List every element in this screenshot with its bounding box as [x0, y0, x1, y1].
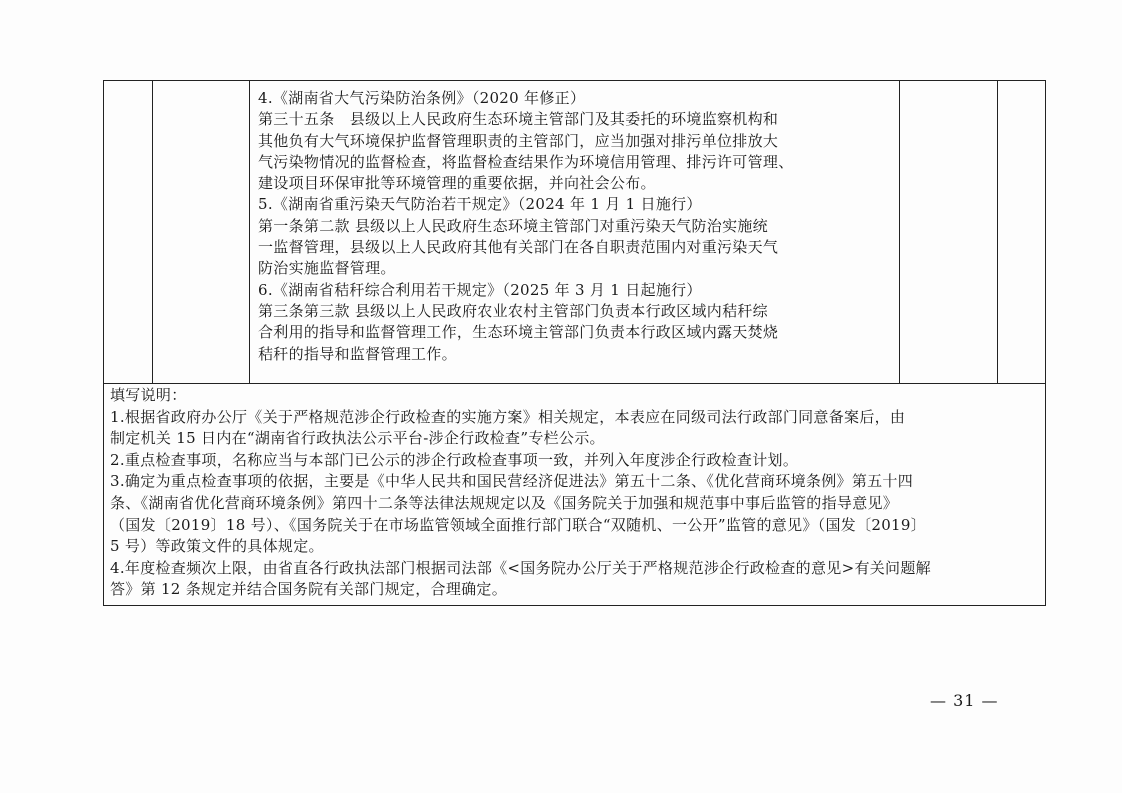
table-row: [104, 384, 1046, 606]
notes-line: 5 号）等政策文件的具体规定。: [110, 537, 324, 556]
law-text-line: 秸秆的指导和监督管理工作。: [258, 344, 457, 363]
law-title: 5.《湖南省重污染天气防治若干规定》（2024 年 1 月 1 日施行）: [258, 195, 702, 214]
notes-line: 1.根据省政府办公厅《关于严格规范涉企行政检查的实施方案》相关规定，本表应在同级司法行政部门同意备案后，由: [110, 407, 906, 426]
notes-line: 条、《湖南省优化营商环境条例》第四十二条等法律法规规定以及《国务院关于加强和规范事中事后监管的指导意见》: [110, 493, 899, 512]
law-text-line: 气污染物情况的监督检查，将监督检查结果作为环境信用管理、排污许可管理、: [258, 152, 794, 171]
table-row: [104, 81, 1046, 384]
law-text-line: 一监督管理，县级以上人民政府其他有关部门在各自职责范围内对重污染天气: [258, 238, 779, 257]
law-text-line: 第三十五条 县级以上人民政府生态环境主管部门及其委托的环境监察机构和: [258, 110, 779, 129]
law-text-line: 建设项目环保审批等环境管理的重要依据，并向社会公布。: [258, 174, 656, 193]
law-text-line: 第一条第二款 县级以上人民政府生态环境主管部门对重污染天气防治实施统: [258, 216, 768, 235]
notes-line: （国发〔2019〕18 号）、《国务院关于在市场监管领域全面推行部门联合“双随机、一公开”监管的意见》（国发〔2019〕: [110, 515, 927, 534]
blank-cell-1: [104, 81, 153, 384]
blank-cell-5: [998, 81, 1046, 384]
notes-heading: 填写说明：: [110, 386, 187, 404]
law-item-4: [258, 88, 893, 194]
law-title: 4.《湖南省大气污染防治条例》（2020 年修正）: [258, 89, 586, 107]
page-number: — 31 —: [930, 691, 999, 710]
notes-line: 制定机关 15 日内在“湖南省行政执法公示平台-涉企行政检查”专栏公示。: [110, 429, 605, 448]
filling-instructions: [104, 384, 1046, 606]
blank-cell-2: [153, 81, 250, 384]
law-text-line: 合利用的指导和监督管理工作，生态环境主管部门负责本行政区域内露天焚烧: [258, 323, 779, 342]
law-item-5: [258, 194, 893, 279]
law-title: 6.《湖南省秸秆综合利用若干规定》（2025 年 3 月 1 日起施行）: [258, 280, 702, 299]
notes-line: 4.年度检查频次上限，由省直各行政执法部门根据司法部《<国务院办公厅关于严格规范涉企行政检查的意见>有关问题解: [110, 558, 931, 577]
inspection-items-table: [103, 80, 1046, 606]
legal-basis-cell: [250, 81, 900, 384]
law-text-line: 第三条第三款 县级以上人民政府农业农村主管部门负责本行政区域内秸秆综: [258, 301, 768, 320]
notes-line: 2.重点检查事项，名称应当与本部门已公示的涉企行政检查事项一致，并列入年度涉企行政检查计划。: [110, 450, 799, 469]
law-text-line: 防治实施监督管理。: [258, 259, 396, 278]
law-item-6: [258, 280, 893, 365]
notes-line: 答》第 12 条规定并结合国务院有关部门规定，合理确定。: [110, 580, 508, 599]
notes-line: 3.确定为重点检查事项的依据，主要是《中华人民共和国民营经济促进法》第五十二条、《优化营商环境条例》第五十四: [110, 472, 914, 491]
blank-cell-4: [900, 81, 998, 384]
law-text-line: 其他负有大气环境保护监督管理职责的主管部门，应当加强对排污单位排放大: [258, 131, 779, 150]
